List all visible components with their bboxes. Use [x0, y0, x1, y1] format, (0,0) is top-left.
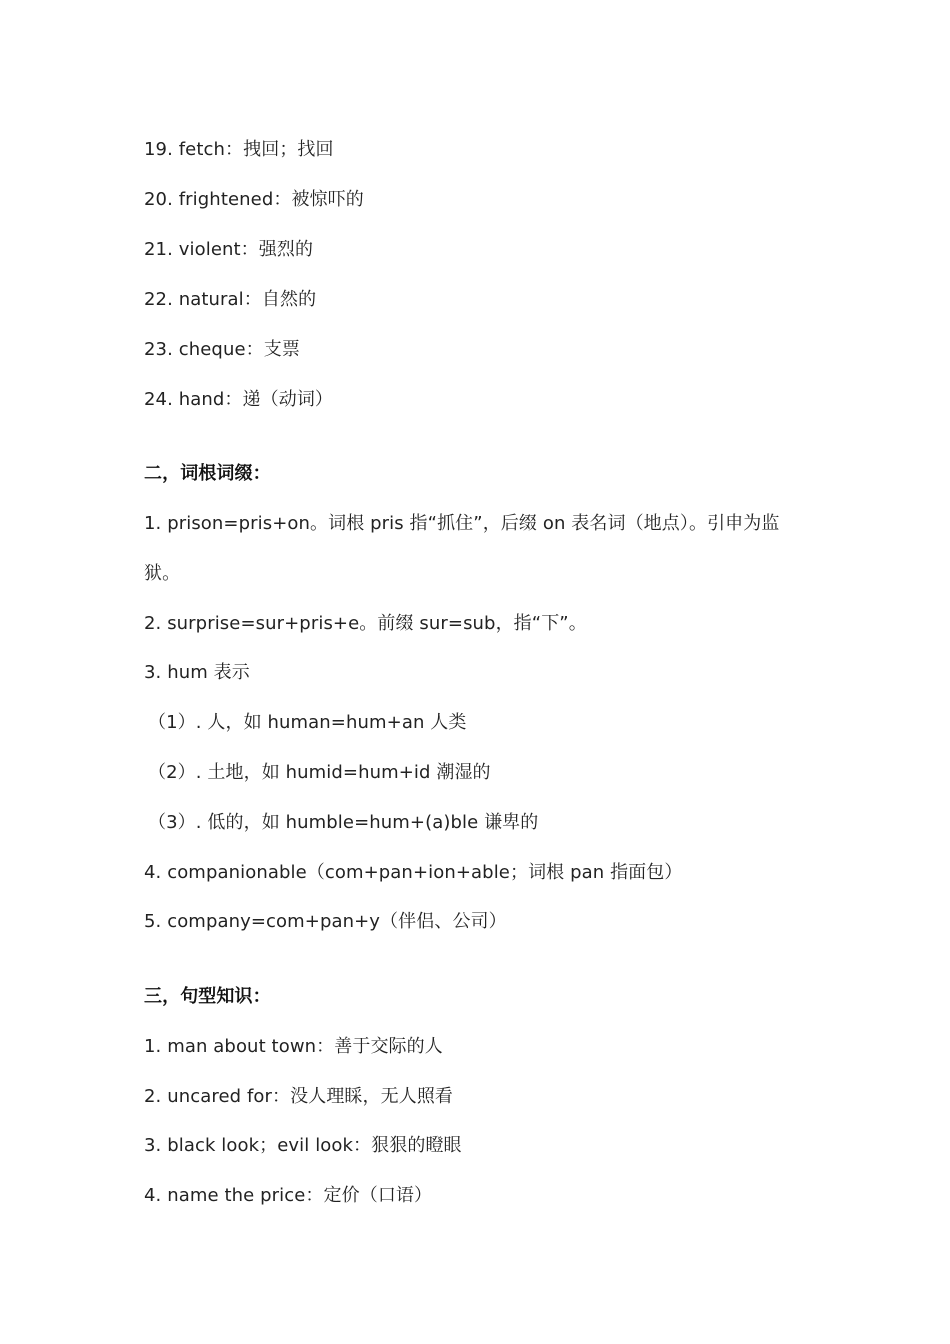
vocab-item-19: 19. fetch：拽回；找回	[144, 139, 334, 160]
vocab-item-22: 22. natural：自然的	[144, 289, 317, 310]
section-heading-sentences: 三，句型知识：	[144, 986, 271, 1007]
roots-item-1-line-1: 1. prison=pris+on。词根 pris 指“抓住”，后缀 on 表名词（地点）。引申为监	[144, 513, 780, 534]
roots-item-2: 2. surprise=sur+pris+e。前缀 sur=sub，指“下”。	[144, 613, 587, 634]
vocab-item-21: 21. violent：强烈的	[144, 239, 314, 260]
section-heading-roots: 二，词根词缀：	[144, 463, 271, 484]
roots-item-3-sub-3: （3）. 低的，如 humble=hum+(a)ble 谦卑的	[148, 812, 539, 833]
sentence-item-1: 1. man about town：善于交际的人	[144, 1036, 443, 1057]
sentence-item-3: 3. black look；evil look：狠狠的瞪眼	[144, 1135, 462, 1156]
vocab-item-23: 23. cheque：支票	[144, 339, 300, 360]
roots-item-3-sub-2: （2）. 土地，如 humid=hum+id 潮湿的	[148, 762, 491, 783]
sentence-item-4: 4. name the price：定价（口语）	[144, 1185, 433, 1206]
roots-item-1-line-2: 狱。	[144, 563, 181, 584]
sentence-item-2: 2. uncared for：没人理睬，无人照看	[144, 1086, 454, 1107]
roots-item-3: 3. hum 表示	[144, 662, 250, 683]
roots-item-5: 5. company=com+pan+y（伴侣、公司）	[144, 911, 507, 932]
vocab-item-24: 24. hand：递（动词）	[144, 389, 334, 410]
roots-item-3-sub-1: （1）. 人，如 human=hum+an 人类	[148, 712, 467, 733]
roots-item-4: 4. companionable（com+pan+ion+able；词根 pan 指面包）	[144, 862, 683, 883]
vocab-item-20: 20. frightened：被惊吓的	[144, 189, 364, 210]
